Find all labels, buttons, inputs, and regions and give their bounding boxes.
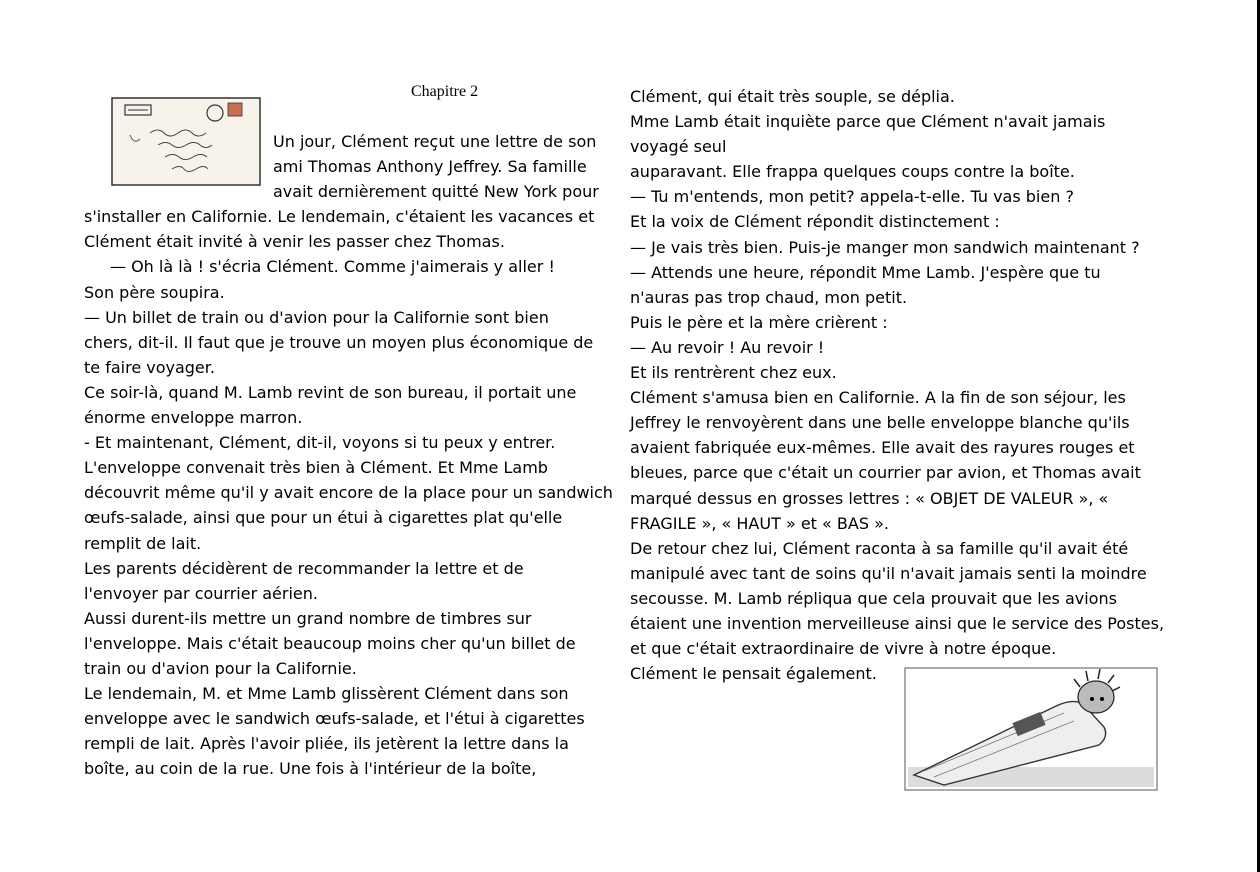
text-line: Son père soupira.	[84, 282, 225, 302]
text-line: De retour chez lui, Clément raconta à sa famille qu'il avait été	[630, 538, 1129, 558]
chapter-title: Chapitre 2	[411, 83, 479, 100]
text-line: marqué dessus en grosses lettres : « OBJET DE VALEUR », «	[630, 488, 1109, 508]
text-line: l'envoyer par courrier aérien.	[84, 583, 318, 603]
text-line: Ce soir-là, quand M. Lamb revint de son bureau, il portait une	[84, 382, 577, 402]
text-line: Un jour, Clément reçut une lettre de son	[273, 132, 597, 151]
text-line: - Et maintenant, Clément, dit-il, voyons si tu peux y entrer.	[84, 433, 556, 453]
text-line: découvrit même qu'il y avait encore de la place pour un sandwich	[84, 483, 613, 503]
text-line: — Un billet de train ou d'avion pour la Californie sont bien	[84, 307, 549, 327]
text-line: énorme enveloppe marron.	[84, 408, 303, 428]
text-line: s'installer en Californie. Le lendemain, c'étaient les vacances et	[84, 207, 595, 227]
text-line: rempli de lait. Après l'avoir pliée, ils jetèrent la lettre dans la	[84, 734, 569, 754]
text-line: Puis le père et la mère crièrent :	[630, 312, 888, 332]
text-line: enveloppe avec le sandwich œufs-salade, et l'étui à cigarettes	[84, 709, 585, 729]
text-line: secousse. M. Lamb répliqua que cela prouvait que les avions	[630, 588, 1117, 608]
text-line: Les parents décidèrent de recommander la lettre et de	[84, 558, 524, 578]
text-line: ami Thomas Anthony Jeffrey. Sa famille	[273, 157, 587, 177]
text-line: FRAGILE », « HAUT » et « BAS ».	[630, 513, 889, 533]
text-line: remplit de lait.	[84, 533, 202, 553]
text-line: — Oh là là ! s'écria Clément. Comme j'aimerais y aller !	[110, 257, 555, 277]
right-text-column	[630, 84, 1164, 686]
text-line: Clément le pensait également.	[630, 664, 877, 684]
text-line: — Au revoir ! Au revoir !	[630, 337, 825, 357]
text-line: œufs-salade, ainsi que pour un étui à cigarettes plat qu'elle	[84, 508, 563, 528]
text-line: Et la voix de Clément répondit distinctement :	[630, 212, 1000, 232]
text-line: avaient fabriquée eux-mêmes. Elle avait des rayures rouges et	[630, 438, 1135, 458]
text-line: et que c'était extraordinaire de vivre à notre époque.	[630, 639, 1057, 659]
text-line: Aussi durent-ils mettre un grand nombre de timbres sur	[84, 608, 532, 628]
text-line: auparavant. Elle frappa quelques coups contre la boîte.	[630, 162, 1075, 182]
text-line: n'auras pas trop chaud, mon petit.	[630, 287, 908, 307]
text-line: boîte, au coin de la rue. Une fois à l'intérieur de la boîte,	[84, 759, 537, 779]
text-line: bleues, parce que c'était un courrier par avion, et Thomas avait	[630, 463, 1141, 483]
text-line: Clément s'amusa bien en Californie. A la fin de son séjour, les	[630, 388, 1126, 408]
text-line: te faire voyager.	[84, 357, 215, 377]
text-line: Clément était invité à venir les passer chez Thomas.	[84, 232, 505, 252]
text-line: Et ils rentrèrent chez eux.	[630, 363, 837, 383]
text-line: voyagé seul	[630, 137, 727, 157]
text-line: — Je vais très bien. Puis-je manger mon sandwich maintenant ?	[630, 237, 1140, 257]
text-line: l'enveloppe. Mais c'était beaucoup moins cher qu'un billet de	[84, 633, 576, 653]
left-text-column	[84, 129, 613, 781]
text-line: Le lendemain, M. et Mme Lamb glissèrent Clément dans son	[84, 684, 569, 704]
text-line: chers, dit-il. Il faut que je trouve un moyen plus économique de	[84, 332, 594, 352]
text-line: Clément, qui était très souple, se déplia.	[630, 87, 955, 106]
text-line: avait dernièrement quitté New York pour	[273, 182, 599, 202]
text-line: manipulé avec tant de soins qu'il n'avait jamais senti la moindre	[630, 563, 1147, 583]
text-line: — Tu m'entends, mon petit? appela-t-elle. Tu vas bien ?	[630, 187, 1074, 207]
text-line: train ou d'avion pour la Californie.	[84, 658, 357, 678]
text-line: Jeffrey le renvoyèrent dans une belle enveloppe blanche qu'ils	[630, 413, 1130, 433]
text-line: étaient une invention merveilleuse ainsi que le service des Postes,	[630, 613, 1165, 633]
text-line: Mme Lamb était inquiète parce que Clément n'avait jamais	[630, 112, 1106, 132]
text-line: L'enveloppe convenait très bien à Clément. Et Mme Lamb	[84, 458, 548, 478]
text-line: — Attends une heure, répondit Mme Lamb. J'espère que tu	[630, 262, 1101, 282]
